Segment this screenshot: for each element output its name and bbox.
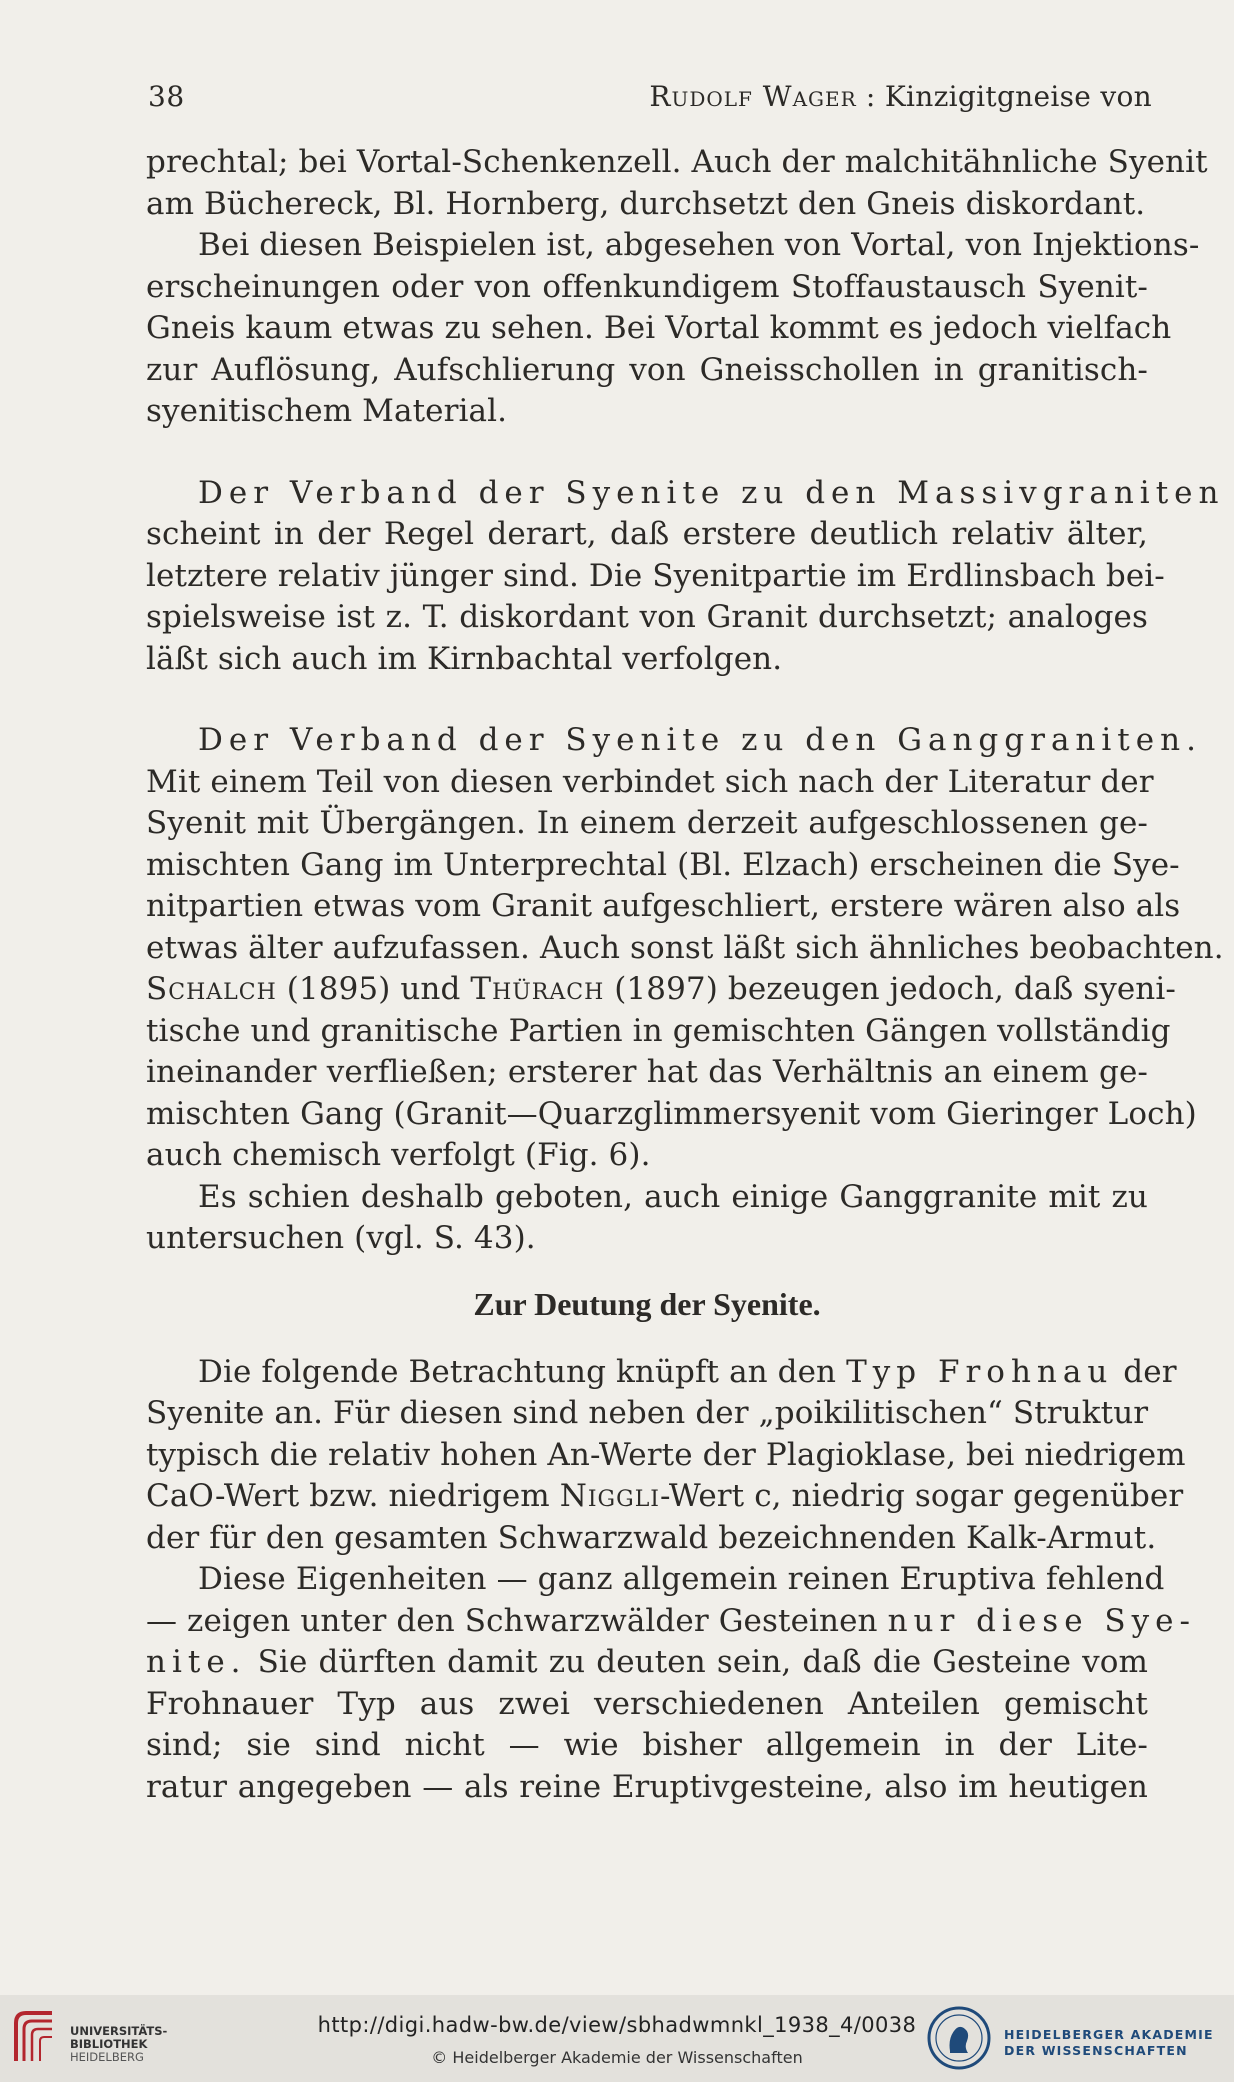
text-line: Syenit mit Übergängen. In einem derzeit aufgeschlossenen ge-	[146, 805, 1148, 841]
text-line: prechtal; bei Vortal-Schenkenzell. Auch der malchitähnliche Syenit	[146, 144, 1208, 180]
text-line	[146, 1476, 1184, 1518]
body-text	[146, 142, 1225, 1808]
text-line: Gneis kaum etwas zu sehen. Bei Vortal kommt es jedoch vielfach	[146, 310, 1172, 346]
text-line: Frohnauer Typ aus zwei verschiedenen Anteilen gemischt	[146, 1685, 1148, 1722]
text-line	[146, 1642, 1148, 1684]
text-line: Mit einem Teil von diesen verbindet sich nach der Literatur der	[146, 763, 1154, 800]
citation-line	[146, 969, 1176, 1011]
text-line: zur Auflösung, Aufschlierung von Gneisschollen in granitisch-	[146, 351, 1148, 388]
text-line: syenitischem Material.	[146, 393, 508, 429]
academy-name-line: DER WISSENSCHAFTEN	[1004, 2043, 1188, 2058]
library-name-line: UNIVERSITÄTS-	[70, 2024, 168, 2038]
text-fragment: -Wert c, niedrig sogar gegenüber	[660, 1478, 1184, 1514]
text-line: typisch die relativ hohen An-Werte der Plagioklase, bei niedrigem	[146, 1436, 1186, 1473]
hadw-seal-logo-icon	[926, 2005, 992, 2071]
running-title	[649, 80, 1152, 113]
academy-logo[interactable]	[926, 2005, 1216, 2073]
title-separator: :	[856, 80, 885, 113]
paragraph-lead-spaced: Der Verband der Syenite zu den Ganggraniten.	[198, 722, 1202, 758]
running-header	[148, 80, 1152, 122]
citation-text: (1895) und	[276, 971, 471, 1007]
text-line: etwas älter aufzufassen. Auch sonst läßt sich ähnliches beobachten.	[146, 929, 1224, 966]
text-line: erscheinungen oder von offenkundigem Stoffaustausch Syenit-	[146, 268, 1148, 305]
text-fragment: CaO-Wert bzw. niedrigem	[146, 1478, 560, 1514]
text-line	[146, 1352, 1177, 1394]
text-line: untersuchen (vgl. S. 43).	[146, 1220, 536, 1256]
permalink-url[interactable]: http://digi.hadw-bw.de/view/sbhadwmnkl_1938_4/0038	[317, 2013, 917, 2037]
author-name: Rudolf Wager	[649, 80, 857, 113]
text-line: am Büchereck, Bl. Hornberg, durchsetzt den Gneis diskordant.	[146, 185, 1146, 222]
footer-bar	[0, 1995, 1234, 2082]
text-line: sind; sie sind nicht — wie bisher allgemein in der Lite-	[146, 1727, 1148, 1763]
text-line	[146, 1601, 1196, 1643]
cited-author: Thürach	[470, 971, 605, 1007]
copyright-notice: © Heidelberger Akademie der Wissenschaften	[431, 2048, 803, 2067]
spaced-term: Typ Frohnau	[846, 1353, 1114, 1390]
library-name-line: HEIDELBERG	[70, 2050, 144, 2064]
text-line: spielsweise ist z. T. diskordant von Granit durchsetzt; analoges	[146, 599, 1148, 635]
text-line: ratur angegeben — als reine Eruptivgesteine, also im heutigen	[146, 1768, 1148, 1805]
text-line: mischten Gang (Granit—Quarzglimmersyenit vom Gieringer Loch)	[146, 1095, 1197, 1132]
paragraph-gap	[146, 433, 1148, 473]
text-line: nitpartien etwas vom Granit aufgeschliert, erstere wären also als	[146, 888, 1181, 924]
text-line: letztere relativ jünger sind. Die Syenitpartie im Erdlinsbach bei-	[146, 557, 1165, 594]
text-line: Syenite an. Für diesen sind neben der „poikilitischen“ Struktur	[146, 1395, 1149, 1431]
spaced-term: nite.	[146, 1644, 247, 1680]
text-line: der für den gesamten Schwarzwald bezeichnenden Kalk-Armut.	[146, 1519, 1157, 1556]
paragraph-lead-spaced: Der Verband der Syenite zu den Massivgraniten	[198, 474, 1225, 511]
cited-author: Schalch	[146, 971, 277, 1007]
academy-name	[1004, 2027, 1214, 2059]
cited-author: Niggli	[559, 1478, 660, 1514]
text-line: scheint in der Regel derart, daß erstere deutlich relativ älter,	[146, 516, 1148, 552]
text-line: auch chemisch verfolgt (Fig. 6).	[146, 1137, 651, 1173]
text-fragment: Sie dürften damit zu deuten sein, daß die Gesteine vom	[246, 1644, 1148, 1680]
spaced-term: nur diese Sye-	[887, 1602, 1196, 1639]
book-title: Kinzigitgneise von	[884, 80, 1152, 113]
text-line: Es schien deshalb geboten, auch einige Ganggranite mit zu	[198, 1178, 1148, 1215]
text-line: mischten Gang im Unterprechtal (Bl. Elzach) erscheinen die Sye-	[146, 846, 1180, 883]
library-name-line: BIBLIOTHEK	[70, 2037, 148, 2051]
text-fragment: — zeigen unter den Schwarzwälder Gesteinen	[146, 1602, 888, 1639]
text-line: Bei diesen Beispielen ist, abgesehen von Vortal, von Injektions-	[198, 227, 1200, 263]
paragraph-gap	[146, 680, 1148, 720]
text-line: Diese Eigenheiten — ganz allgemein reinen Eruptiva fehlend	[198, 1561, 1165, 1597]
text-fragment: der	[1113, 1353, 1177, 1390]
citation-text: (1897) bezeugen jedoch, daß syeni-	[604, 971, 1176, 1007]
text-line: tische und granitische Partien in gemischten Gängen vollständig	[146, 1012, 1171, 1049]
text-line: läßt sich auch im Kirnbachtal verfolgen.	[146, 640, 783, 677]
page-number: 38	[148, 80, 185, 113]
section-heading: Zur Deutung der Syenite.	[473, 1285, 821, 1322]
text-line: ineinander verfließen; ersterer hat das Verhältnis an einem ge-	[146, 1054, 1148, 1090]
text-fragment: Die folgende Betrachtung knüpft an den	[198, 1353, 847, 1390]
academy-name-line: HEIDELBERGER AKADEMIE	[1004, 2027, 1214, 2042]
